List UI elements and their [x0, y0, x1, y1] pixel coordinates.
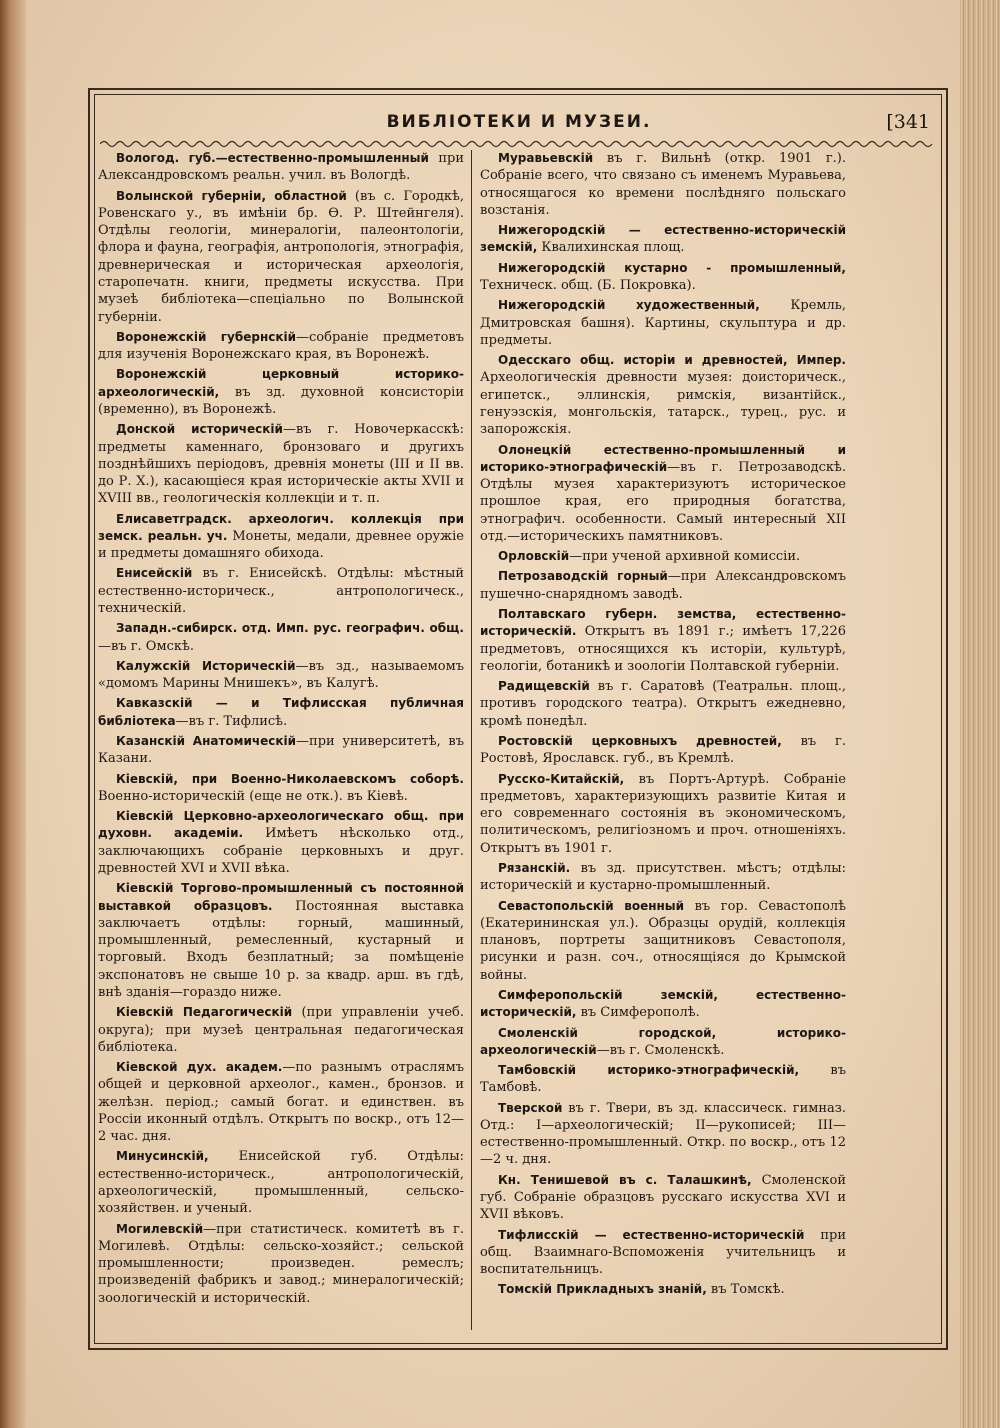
museum-entry: [98, 880, 464, 1001]
museum-name: Смоленскій городской, историко-археологическій: [480, 1025, 846, 1057]
museum-description: —при Александровскомъ пушечно-снарядномъ заводѣ.: [480, 569, 846, 602]
museum-description: —при университетѣ, въ Казани.: [98, 734, 464, 767]
museum-description: въ г. Енисейскѣ. Отдѣлы: мѣстный естественно-историческ., антропологическ., техническій.: [98, 566, 464, 617]
museum-entry: [480, 678, 846, 730]
museum-entry: [98, 695, 464, 730]
museum-name: Кіевской дух. академ.: [116, 1060, 283, 1075]
museum-name: Тифлисскій — естественно-историческій: [498, 1227, 805, 1242]
museum-entry: [480, 860, 846, 895]
museum-description: —при ученой архивной комиссіи.: [569, 549, 801, 565]
museum-description: Открытъ въ 1891 г.; имѣетъ 17,226 предметовъ, относящихся къ исторіи, культурѣ, геологіи, ботаникѣ и зоологіи Полтавской губерніи.: [480, 624, 846, 674]
museum-description: въ зд. духовной консисторіи (временно), въ Воронежѣ.: [98, 384, 464, 417]
museum-entry: [98, 658, 464, 693]
museum-description: Кремль, Дмитровская башня). Картины, скульптура и др. предметы.: [480, 298, 846, 348]
page-number: [341: [886, 111, 930, 133]
museum-description: Техническ. общ. (Б. Покровка).: [480, 277, 696, 293]
museum-entry: [480, 1100, 846, 1169]
museum-description: въ г. Саратовѣ (Театральн. площ., противъ городского театра). Открытъ ежедневно, кромѣ понедѣл.: [480, 679, 846, 729]
museum-name: Севастопольскій военный: [498, 898, 685, 913]
column-divider: [471, 150, 472, 1330]
museum-description: въ г. Твери, въ зд. классическ. гимназ. Отд.: I—археологическій; II—рукописей; III—естественно-промышленный. Откр. по воскр., отъ 12—2 ч. дня.: [480, 1100, 846, 1168]
museum-entry: [98, 733, 464, 768]
museum-name: Симферопольскій земскій, естественно-историческій,: [480, 987, 846, 1020]
museum-entry: [98, 421, 464, 507]
running-header: [96, 112, 942, 138]
museum-name: Могилевскій: [116, 1221, 204, 1236]
museum-description: —въ г. Смоленскѣ.: [596, 1042, 725, 1058]
museum-entry: [480, 352, 846, 438]
left-column: [98, 150, 464, 1330]
museum-entry: [480, 733, 846, 768]
museum-entry: [480, 548, 846, 565]
decorative-wave-rule: [100, 139, 936, 149]
header-title: ВИБЛІОТЕКИ И МУЗЕИ.: [386, 112, 652, 132]
museum-name: Воронежскій церковный историко-археологическій,: [98, 367, 464, 399]
museum-entry: [480, 1281, 846, 1298]
museum-description: —въ г. Петрозаводскѣ. Отдѣлы музея характеризуютъ историческое прошлое края, его природныя богатства, этнографич. особенности. Самый интересный XII отд.—историческихъ памятниковъ.: [480, 459, 846, 544]
museum-description: въ Тамбовѣ.: [480, 1063, 846, 1096]
museum-name: Волынской губерніи, областной: [116, 188, 347, 203]
museum-description: въ Томскѣ.: [706, 1282, 785, 1298]
museum-name: Муравьевскій: [498, 151, 594, 165]
museum-entry: [480, 1062, 846, 1097]
museum-name: Кавказскій — и Тифлисская публичная библіотека: [98, 696, 464, 728]
right-column: [480, 150, 846, 1330]
museum-description: въ г. Вильнѣ (откр. 1901 г.). Собраніе всего, что связано съ именемъ Муравьева, относящагося ко времени послѣдняго польскаго возстанія.: [480, 151, 846, 218]
museum-entry: [480, 898, 846, 984]
museum-entry: [98, 188, 464, 326]
museum-entry: [480, 260, 846, 295]
museum-entry: [98, 1221, 464, 1307]
museum-name: Одесскаго общ. исторіи и древностей, Импер.: [498, 353, 846, 368]
museum-entry: [480, 442, 846, 546]
museum-entry: [480, 771, 846, 857]
museum-entry: [480, 1227, 846, 1279]
museum-entry: [480, 606, 846, 675]
museum-entry: [98, 1004, 464, 1056]
museum-description: Смоленской губ. Собраніе образцовъ русскаго искусства XVI и XVII вѣковъ.: [480, 1172, 846, 1223]
museum-entry: [98, 366, 464, 418]
museum-description: (въ с. Городкѣ, Ровенскаго у., въ имѣніи бр. Ѳ. Р. Штейнгеля). Отдѣлы геологіи, минералогіи, палеонтологіи, флора и фауна, географія, антропологія, этнографія, древнерическая и историческая археологія, старопечатн. книги, предметы искусства. При музеѣ библіотека—спеціально по Волынской губерніи.: [98, 188, 464, 325]
museum-name: Тамбовскій историко-этнографическій,: [498, 1063, 800, 1078]
museum-name: Томскій Прикладныхъ знаній,: [498, 1282, 707, 1297]
museum-name: Нижегородскій художественный,: [498, 298, 760, 313]
museum-name: Нижегородскій — естественно-историческій земскій,: [480, 223, 846, 255]
page-edges-stack: [960, 0, 1000, 1428]
museum-description: въ зд. присутствен. мѣстъ; отдѣлы: историческій и кустарно-промышленный.: [480, 860, 846, 894]
museum-entry: [98, 511, 464, 563]
museum-name: Минусинскій,: [116, 1149, 209, 1164]
museum-description: —въ зд., называемомъ «домомъ Марины Мнишекъ», въ Калугѣ.: [98, 658, 464, 692]
museum-name: Вологод. губ.—естественно-промышленный: [116, 151, 429, 165]
museum-entry: [98, 1059, 464, 1145]
museum-name: Западн.-сибирск. отд. Имп. рус. географич. общ.: [116, 621, 464, 636]
museum-entry: [98, 620, 464, 655]
museum-name: Кіевскій, при Военно-Николаевскомъ соборѣ.: [116, 771, 464, 786]
museum-name: Петрозаводскій горный: [498, 569, 668, 584]
museum-name: Нижегородскій кустарно - промышленный,: [498, 260, 846, 275]
museum-name: Воронежскій губернскій: [116, 329, 297, 344]
museum-description: —собраніе предметовъ для изученія Воронежскаго края, въ Воронежѣ.: [98, 329, 464, 363]
museum-description: при Александровскомъ реальн. учил. въ Вологдѣ.: [98, 151, 464, 184]
museum-entry: [98, 1148, 464, 1217]
museum-description: въ Портъ-Артурѣ. Собраніе предметовъ, характеризующихъ развитіе Китая и его современнаго состоянія въ экономическомъ, политическомъ, религіозномъ и проч. отношеніяхъ. Открытъ въ 1901 г.: [480, 771, 846, 856]
museum-description: —по разнымъ отраслямъ общей и церковной археолог., камен., бронзов. и желѣзн. період.; самый богат. и единствен. въ Россіи иконный отдѣлъ. Открытъ по воскр., отъ 12—2 час. дня.: [98, 1060, 464, 1145]
museum-entry: [480, 222, 846, 257]
museum-description: (при управленіи учеб. округа); при музеѣ центральная педагогическая библіотека.: [98, 1005, 464, 1055]
museum-description: —въ г. Новочеркасскѣ: предметы каменнаго, бронзоваго и другихъ позднѣйшихъ періодовъ, древнія монеты (III и II вв. до Р. Х.), касающіеся края историческіе акты XVII и XVIII вв., геологическія коллекціи и т. п.: [98, 422, 464, 507]
museum-name: Рязанскій.: [498, 860, 571, 875]
museum-description: Имѣетъ нѣсколько отд., заключающихъ собраніе церковныхъ и друг. древностей XVI и XVII вѣка.: [98, 826, 464, 876]
museum-entry: [480, 1172, 846, 1224]
museum-description: Постоянная выставка заключаетъ отдѣлы: горный, машинный, промышленный, ремесленный, кустарный и торговый. Входъ безплатный; за помѣщеніе экспонатовъ не свыше 10 р. за квадр. арш. въ гдѣ, внѣ зданія—гораздо ниже.: [98, 898, 464, 1000]
museum-entry: [480, 150, 846, 219]
museum-description: Военно-историческій (еще не отк.). въ Кіевѣ.: [98, 788, 408, 804]
museum-name: Казанскій Анатомическій: [116, 734, 297, 748]
museum-description: Енисейской губ. Отдѣлы: естественно-историческ., антропологическій, археологическій, промышленный, сельско-хозяйствен. и ученый.: [98, 1149, 464, 1217]
museum-name: Калужскій Историческій: [116, 658, 296, 673]
museum-entry: [98, 329, 464, 364]
museum-description: —въ г. Омскѣ.: [98, 638, 194, 654]
book-spine-edge: [0, 0, 26, 1428]
museum-name: Олонецкій естественно-промышленный и историко-этнографическій: [480, 442, 846, 474]
museum-name: Ростовскій церковныхъ древностей,: [498, 734, 782, 748]
museum-entry: [480, 1025, 846, 1060]
museum-entry: [480, 987, 846, 1022]
museum-description: —въ г. Тифлисѣ.: [175, 713, 288, 729]
museum-description: Монеты, медали, древнее оружіе и предметы домашняго обихода.: [98, 528, 464, 562]
museum-name: Русско-Китайскій,: [498, 771, 625, 786]
museum-description: Археологическія древности музея: доисторическ., египетск., эллинскія, римскія, византійск., генуэзскія, монгольскія, татарск., турец., рус. и запорожскія.: [480, 370, 846, 438]
museum-entry: [480, 568, 846, 603]
museum-description: при общ. Взаимнаго-Вспоможенія учительницъ и воспитательницъ.: [480, 1227, 846, 1278]
museum-name: Донской историческій: [116, 422, 283, 437]
museum-entry: [98, 771, 464, 806]
museum-description: Квалихинская площ.: [537, 240, 685, 256]
museum-name: Кіевскій Педагогическій: [116, 1005, 293, 1020]
museum-entry: [480, 297, 846, 349]
museum-name: Тверской: [498, 1100, 563, 1115]
museum-name: Енисейскій: [116, 566, 193, 581]
museum-entry: [98, 565, 464, 617]
museum-description: —при статистическ. комитетѣ въ г. Могилевѣ. Отдѣлы: сельско-хозяйст.; сельской промышленности; произведен. ремеслъ; произведеній фабрикъ и завод.; минералогическій; зоологическій и историческій.: [98, 1221, 464, 1306]
museum-name: Радищевскій: [498, 679, 590, 694]
museum-name: Кіевскій Торгово-промышленный съ постоянной выставкой образцовъ.: [98, 881, 464, 913]
museum-description: въ г. Ростовѣ, Ярославск. губ., въ Кремлѣ.: [480, 734, 846, 767]
museum-name: Елисаветградск. археологич. коллекція при земск. реальн. уч.: [98, 511, 464, 543]
museum-name: Полтавскаго губерн. земства, естественно-историческій.: [480, 607, 846, 639]
museum-description: въ гор. Севастополѣ (Екатерининская ул.). Образцы орудій, коллекція плановъ, портреты защитниковъ Севастополя, рисунки и разн. соч., относящіяся до Крымской войны.: [480, 898, 846, 983]
museum-description: въ Симферополѣ.: [576, 1005, 700, 1021]
museum-entry: [98, 150, 464, 185]
museum-name: Кіевскій Церковно-археологическаго общ. при духовн. академіи.: [98, 809, 464, 841]
museum-name: Орловскій: [498, 549, 570, 564]
museum-entry: [98, 808, 464, 877]
museum-name: Кн. Тенишевой въ с. Талашкинѣ,: [498, 1172, 752, 1187]
